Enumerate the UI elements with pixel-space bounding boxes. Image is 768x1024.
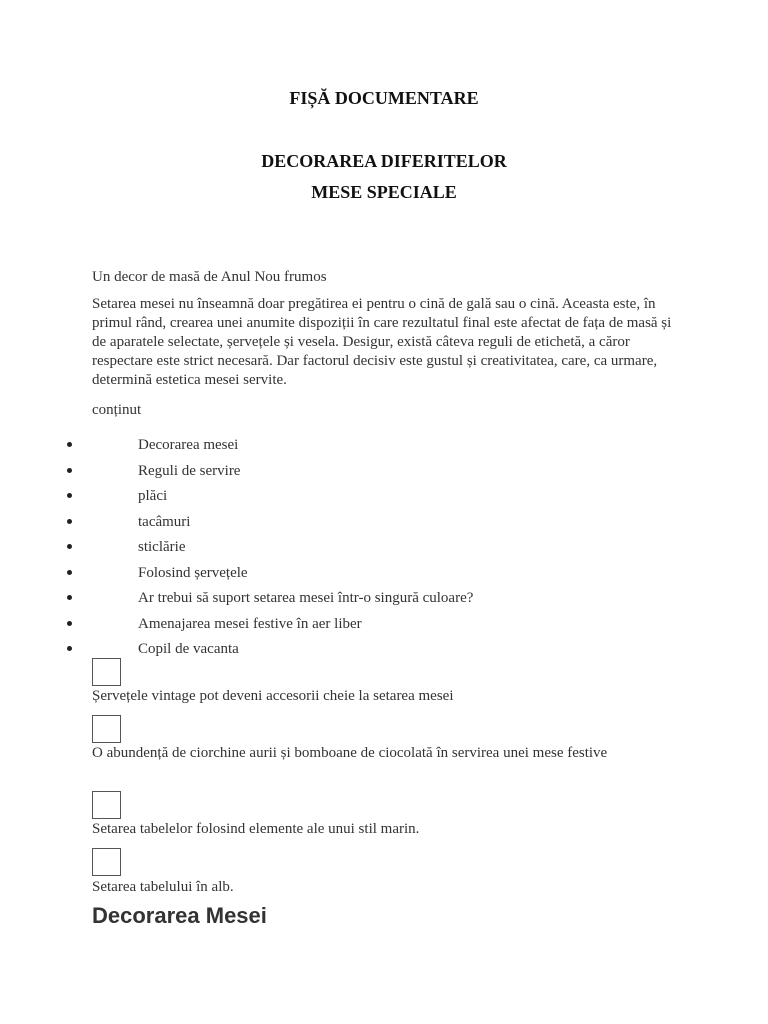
bullet-icon	[67, 595, 72, 600]
section-heading: Decorarea Mesei	[92, 903, 267, 928]
image-caption: O abundență de ciorchine aurii și bomboane de ciocolată în servirea unei mese festive	[92, 745, 608, 761]
image-caption: Setarea tabelului în alb.	[92, 879, 234, 895]
contents-item[interactable]	[0, 460, 768, 486]
image-placeholder	[92, 715, 121, 743]
image-placeholder	[92, 658, 121, 686]
image-caption: Șervețele vintage pot deveni accesorii cheie la setarea mesei	[92, 688, 454, 704]
contents-item-label: Amenajarea mesei festive în aer liber	[138, 615, 362, 632]
contents-item[interactable]	[0, 562, 768, 588]
contents-item-label: sticlărie	[138, 539, 186, 555]
contents-item[interactable]	[0, 511, 768, 537]
contents-list	[0, 434, 768, 664]
bullet-icon	[67, 468, 72, 473]
document-title: FIȘĂ DOCUMENTARE	[289, 88, 479, 108]
bullet-icon	[67, 570, 72, 575]
bullet-icon	[67, 621, 72, 626]
bullet-icon	[67, 646, 72, 651]
image-caption: Setarea tabelelor folosind elemente ale unui stil marin.	[92, 821, 420, 837]
contents-item[interactable]	[0, 613, 768, 639]
contents-item-label: plăci	[138, 488, 168, 504]
bullet-icon	[67, 519, 72, 524]
contents-item-label: tacâmuri	[138, 513, 191, 530]
bullet-icon	[67, 493, 72, 498]
contents-item-label: Ar trebui să suport setarea mesei într-o singură culoare?	[138, 590, 474, 606]
contents-item[interactable]	[0, 434, 768, 460]
contents-item[interactable]	[0, 485, 768, 511]
contents-item-label: Reguli de servire	[138, 462, 241, 479]
image-caption: Un decor de masă de Anul Nou frumos	[92, 269, 327, 285]
contents-item[interactable]	[0, 536, 768, 562]
intro-paragraph: Setarea mesei nu înseamnă doar pregătirea ei pentru o cină de gală sau o cină. Aceasta este, în primul rând, crearea unei anumite dispoziții în care rezultatul final este afectat de fața de masă și de aparatele selectate, șervețele și vesela. Desigur, există câteva reguli de etichetă, a căror respectare este strict necesară. Dar factorul decisiv este gustul și creativitatea, care, ca urmare, determină estetica mesei servite.	[92, 296, 672, 388]
document-subtitle-line-1: DECORAREA DIFERITELOR	[261, 151, 507, 171]
contents-item-label: Decorarea mesei	[138, 437, 239, 453]
contents-item-label: Folosind șervețele	[138, 564, 248, 581]
image-placeholder	[92, 848, 121, 876]
bullet-icon	[67, 544, 72, 549]
document-subtitle-line-2: MESE SPECIALE	[311, 182, 457, 202]
contents-item-label: Copil de vacanta	[138, 641, 239, 657]
contents-item[interactable]	[0, 587, 768, 613]
contents-label: conținut	[92, 402, 142, 418]
image-placeholder	[92, 791, 121, 819]
bullet-icon	[67, 442, 72, 447]
